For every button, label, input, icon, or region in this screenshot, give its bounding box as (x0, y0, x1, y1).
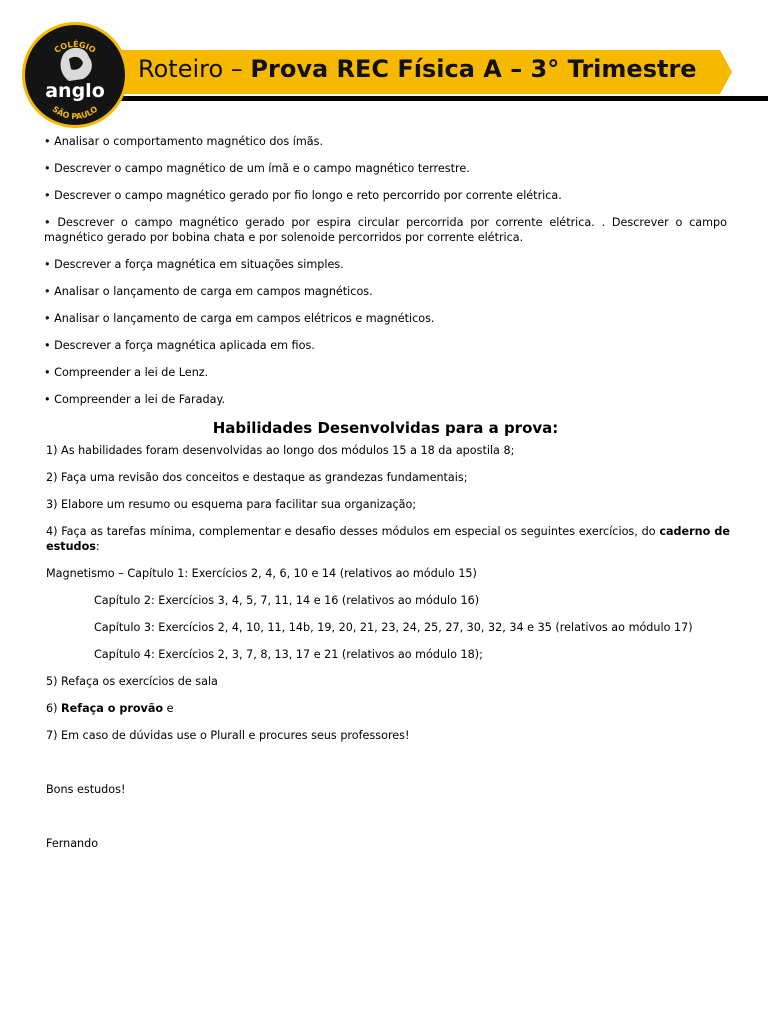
title-main: Prova REC Física A – 3° Trimestre (250, 55, 697, 83)
header-rule (100, 96, 768, 101)
step-text: 6) (46, 702, 62, 715)
section-heading: Habilidades Desenvolvidas para a prova: (212, 419, 559, 437)
list-item: • Descrever a força magnética em situações simples. (44, 258, 344, 271)
step-emphasis: caderno de estudos (46, 525, 730, 553)
signature: Fernando (46, 837, 99, 850)
exercise-line: Capítulo 3: Exercícios 2, 4, 10, 11, 14b, 19, 20, 21, 23, 24, 25, 27, 30, 32, 34 e 35 (relativos ao módulo 17) (94, 621, 693, 634)
list-item: • Descrever o campo magnético gerado por fio longo e reto percorrido por corrente elétrica. (44, 189, 562, 202)
title-prefix: Roteiro – (138, 55, 251, 83)
step-item: 3) Elabore um resumo ou esquema para facilitar sua organização; (46, 498, 417, 511)
list-item: • Analisar o lançamento de carga em campos magnéticos. (44, 285, 373, 298)
list-item: • Compreender a lei de Lenz. (44, 366, 209, 379)
step-item: 2) Faça uma revisão dos conceitos e destaque as grandezas fundamentais; (46, 471, 468, 484)
page-header (0, 0, 768, 130)
closing-text: Bons estudos! (46, 783, 126, 796)
step-item (46, 701, 730, 716)
step-text: 4) Faça as tarefas mínima, complementar e desafio desses módulos em especial os seguintes exercícios, do (46, 525, 660, 538)
lion-emblem-icon (25, 25, 125, 125)
list-item: • Compreender a lei de Faraday. (44, 393, 226, 406)
svg-text:COLÉGIO: COLÉGIO (52, 39, 98, 55)
step-item: 5) Refaça os exercícios de sala (46, 675, 218, 688)
objectives-list (44, 134, 727, 445)
exercise-line: Capítulo 4: Exercícios 2, 3, 7, 8, 13, 17 e 21 (relativos ao módulo 18); (94, 648, 483, 661)
step-emphasis: Refaça o provão (61, 702, 164, 715)
exercise-line: Capítulo 2: Exercícios 3, 4, 5, 7, 11, 14 e 16 (relativos ao módulo 16) (94, 594, 480, 607)
svg-text:SÃO PAULO: SÃO PAULO (50, 104, 100, 122)
step-item: 7) Em caso de dúvidas use o Plurall e procures seus professores! (46, 729, 410, 742)
page-title (138, 54, 738, 84)
step-text: e (163, 702, 174, 715)
step-item: 1) As habilidades foram desenvolvidas ao longo dos módulos 15 a 18 da apostila 8; (46, 444, 515, 457)
list-item: • Descrever o campo magnético de um ímã e o campo magnético terrestre. (44, 162, 470, 175)
step-item (46, 524, 730, 554)
svg-text:anglo: anglo (45, 80, 105, 102)
list-item: • Descrever a força magnética aplicada em fios. (44, 339, 315, 352)
school-logo (22, 22, 128, 128)
exercise-line: Magnetismo – Capítulo 1: Exercícios 2, 4, 6, 10 e 14 (relativos ao módulo 15) (46, 567, 477, 580)
list-item: • Analisar o comportamento magnético dos ímãs. (44, 135, 324, 148)
list-item: • Analisar o lançamento de carga em campos elétricos e magnéticos. (44, 312, 435, 325)
study-steps (46, 443, 730, 851)
list-item: • Descrever o campo magnético gerado por espira circular percorrida por corrente elétrica. . Descrever o campo magnético gerado por bobina chata e por solenoide percorridos por corrente elétrica. (44, 216, 727, 244)
step-text: : (95, 540, 100, 553)
